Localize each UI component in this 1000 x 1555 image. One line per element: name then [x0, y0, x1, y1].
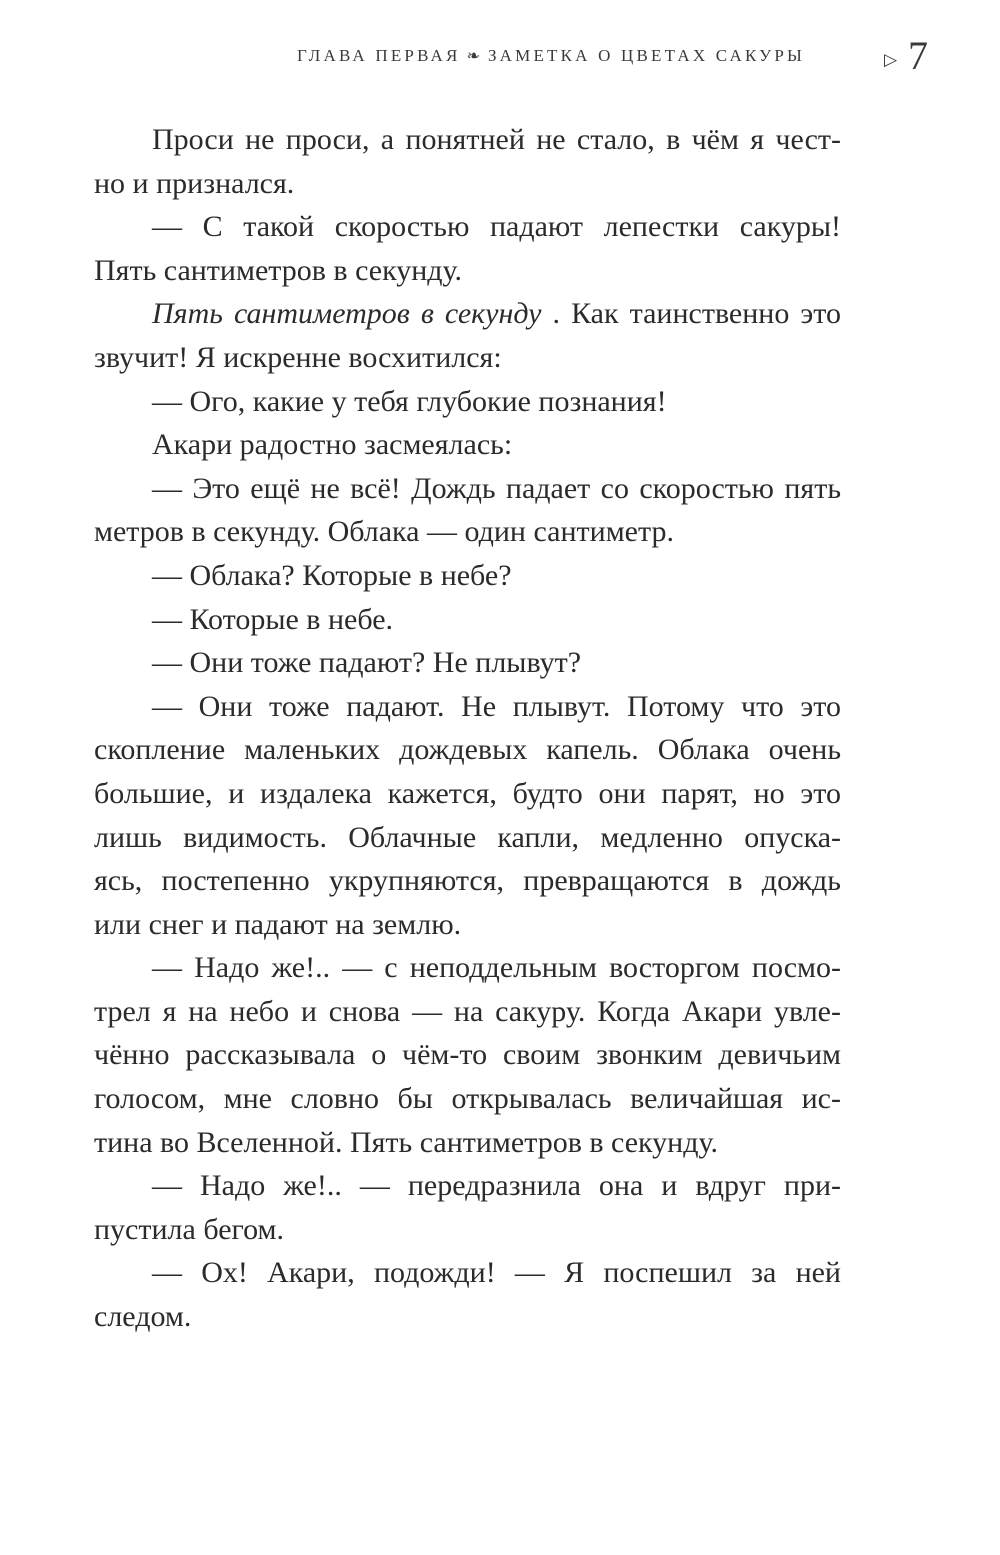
text-line: лишь видимость. Облачные капли, медленно опуска- — [94, 820, 841, 854]
body-text — [94, 118, 841, 1339]
text-line: — Они тоже падают. Не плывут. Потому что это — [152, 689, 841, 723]
text-line: следом. — [94, 1300, 192, 1334]
text-line: скопление маленьких дождевых капель. Облака очень — [94, 733, 841, 767]
text-fragment: . Как таинственно это — [541, 297, 841, 331]
text-line: Проси не проси, а понятней не стало, в чём я чест- — [152, 123, 841, 156]
text-line: — Ого, какие у тебя глубокие познания! — [152, 384, 667, 418]
chapter-label: ГЛАВА ПЕРВАЯ — [297, 46, 461, 65]
text-line: Акари радостно засмеялась: — [152, 428, 513, 462]
text-line: трел я на небо и снова — на сакуру. Когда Акари увле- — [94, 994, 841, 1028]
fleuron-icon: ❧ — [466, 48, 480, 65]
text-line: — Облака? Которые в небе? — [152, 558, 512, 592]
text-line: или снег и падают на землю. — [94, 907, 462, 941]
text-line: — Ох! Акари, подожди! — Я поспешил за ней — [152, 1256, 841, 1290]
text-line: метров в секунду. Облака — один сантиметр. — [94, 515, 674, 549]
text-line: Пять сантиметров в секунду. — [94, 253, 463, 287]
section-title: ЗАМЕТКА О ЦВЕТАХ САКУРЫ — [487, 46, 806, 65]
running-header — [0, 33, 1000, 80]
text-line — [94, 292, 841, 336]
italic-phrase: Пять сантиметров в секунду — [152, 297, 542, 331]
page-number: 7 — [908, 33, 928, 78]
text-line: — С такой скоростью падают лепестки сакуры! — [152, 210, 841, 244]
text-line: большие, и издалека кажется, будто они парят, но это — [94, 776, 841, 810]
text-line: — Которые в небе. — [152, 602, 394, 636]
text-line: — Они тоже падают? Не плывут? — [152, 646, 582, 680]
text-line: тина во Вселенной. Пять сантиметров в секунду. — [94, 1125, 718, 1159]
text-line: но и признался. — [94, 166, 295, 200]
page-marker-icon: ▷ — [884, 50, 898, 69]
text-line: голосом, мне словно бы открывалась величайшая ис- — [94, 1082, 841, 1116]
text-line: — Надо же!.. — с неподдельным восторгом посмо- — [152, 951, 841, 985]
text-line: — Это ещё не всё! Дождь падает со скоростью пять — [152, 471, 841, 505]
text-line: чённо рассказывала о чём-то своим звонким девичьим — [94, 1038, 841, 1072]
text-line: ясь, постепенно укрупняются, превращаются в дождь — [94, 864, 841, 898]
header-title — [297, 46, 842, 66]
text-line: пустила бегом. — [94, 1212, 284, 1246]
text-line: — Надо же!.. — передразнила она и вдруг при- — [152, 1169, 841, 1203]
text-line: звучит! Я искренне восхитился: — [94, 340, 502, 374]
